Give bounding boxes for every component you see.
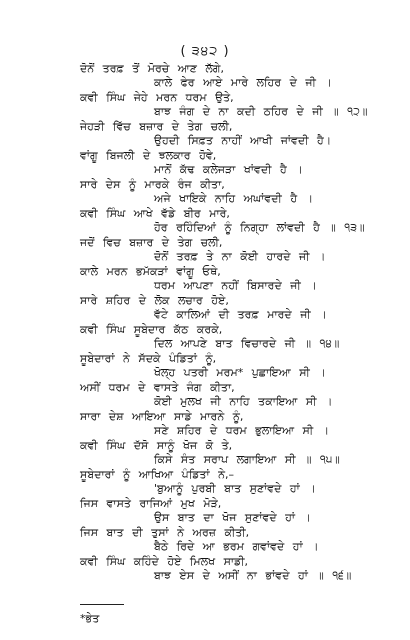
verse-line: ਹੋਰ ਰਹਿੰਦਿਆਂ ਨੂੰ ਨਿਗ੍ਹਾ ਲਾਂਵਦੀ ਹੈ ॥ ੧੩॥	[154, 221, 365, 234]
verse-line: ਕੋਈ ਮੁਲਖ ਜੀ ਨਾਹਿ ਤਕਾਇਆ ਸੀ ।	[154, 395, 333, 408]
verse-line: ਉਸ ਬਾਤ ਦਾ ਖੋਜ ਸੁਣਾਂਵਦੇ ਹਾਂ ।	[154, 511, 311, 524]
verse-line: ਦਿਲ ਆਪਣੇ ਬਾਤ ਵਿਚਾਰਦੇ ਜੀ ॥ ੧੪॥	[154, 337, 340, 350]
verse-line: ਦੋਨੋਂ ਤਰਫ਼ ਤੇ ਨਾ ਕੋਈ ਹਾਰਦੇ ਜੀ ।	[154, 250, 326, 263]
verse-line: ਜਿਸ ਬਾਤ ਦੀ ਤੁਸਾਂ ਨੇ ਅਰਜ਼ ਕੀਤੀ,	[80, 526, 250, 539]
page-number: ( ੩੪੨ )	[180, 44, 230, 59]
verse-line: ਵੱਟੇ ਕਾਲਿਆਂ ਦੀ ਤਰਫ਼ ਮਾਰਦੇ ਜੀ ।	[154, 308, 327, 321]
verse-line: ਦੋਨੋਂ ਤਰਫ਼ ਤੋਂ ਮੋਰਚੇ ਆਣ ਲੱਗੇ,	[80, 62, 224, 75]
verse-line: ਸਣੇ ਸ਼ਹਿਰ ਦੇ ਧਰਮ ਭੁਲਾਇਆ ਸੀ ।	[154, 424, 330, 437]
verse-line: 'ਬੁਆਨੂੰ ਪੁਰਬੀ ਬਾਤ ਸੁਣਾਂਵਦੇ ਹਾਂ ।	[154, 482, 316, 495]
verse-line: ਕਿਸੇ ਸੰਤ ਸਰਾਪ ਲਗਾਇਆ ਸੀ ॥ ੧੫॥	[154, 453, 340, 466]
verse-line: ਸੂਬੇਦਾਰਾਂ ਨੇ ਸੱਦਕੇ ਪੰਡਿਤਾਂ ਨੂੰ,	[80, 352, 217, 365]
verse-line: ਸੂਬੇਦਾਰਾਂ ਨੂੰ ਆਖਿਆ ਪੰਡਿਤਾਂ ਨੇ,–	[80, 468, 234, 481]
verse-line: ਕਵੀ ਸਿੰਘ ਸੂਬੇਦਾਰ ਕੱਠ ਕਰਕੇ,	[80, 323, 223, 336]
verse-line: ਜਦੋਂ ਵਿਚ ਬਜ਼ਾਰ ਦੇ ਤੇਗ ਚਲੀ,	[80, 236, 223, 249]
verse-line: ਬਾਝ ਏਸ ਦੇ ਅਸੀਂ ਨਾ ਭਾਂਵਦੇ ਹਾਂ ॥ ੧੬॥	[154, 569, 352, 582]
verse-line: ਖੋਲ੍ਹ ਪਤਰੀ ਮਰਮ* ਪੁਛਾਇਆ ਸੀ ।	[154, 366, 326, 379]
verse-line: ਉਹਦੀ ਸਿਫ਼ਤ ਨਾਹੀਂ ਆਖੀ ਜਾਂਵਦੀ ਹੈ।	[154, 134, 332, 147]
verse-line: ਜੇਹੜੀ ਵਿੱਚ ਬਜ਼ਾਰ ਦੇ ਤੇਗ ਚਲੀ,	[80, 120, 233, 133]
verse-line: ਕਵੀ ਸਿੰਘ ਜੇਹੇ ਮਰਨ ਧਰਮ ਉਤੇ,	[80, 91, 234, 104]
verse-line: ਅਜੇ ਖਾਇਕੇ ਨਾਹਿ ਅਘਾਂਵਦੀ ਹੈ ।	[154, 192, 314, 205]
verse-line: ਵਾਂਗੂ ਬਿਜਲੀ ਦੇ ਝਲਕਾਰ ਹੋਵੇ,	[80, 149, 217, 162]
verse-line: ਬੈਠੇ ਰਿਦੇ ਆ ਭਰਮ ਗਵਾਂਵਦੇ ਹਾਂ ।	[154, 540, 319, 553]
verse-line: ਕਾਲੇ ਫੇਰ ਆਏ ਮਾਰੇ ਲਹਿਰ ਦੇ ਜੀ ।	[154, 76, 332, 89]
verse-line: ਅਸੀਂ ਧਰਮ ਦੇ ਵਾਸਤੇ ਜੰਗ ਕੀਤਾ,	[80, 381, 235, 394]
verse-line: ਕਵੀ ਸਿੰਘ ਆਖੇ ਵੱਡੇ ਬੀਰ ਮਾਰੇ,	[80, 207, 230, 220]
verse-line: ਸਾਰੇ ਦੇਸ ਨੂੰ ਮਾਰਕੇ ਰੰਜ ਕੀਤਾ,	[80, 178, 225, 191]
verse-line: ਧਰਮ ਆਪਣਾ ਨਹੀਂ ਬਿਸਾਰਦੇ ਜੀ ।	[154, 279, 317, 292]
verse-line: ਜਿਸ ਵਾਸਤੇ ਰਾਜਿਆਂ ਮੁਖ ਮੋੜੇ,	[80, 497, 222, 510]
verse-line: ਸਾਰਾ ਦੇਸ਼ ਆਇਆ ਸਾਡੇ ਮਾਰਨੇ ਨੂੰ,	[80, 410, 244, 423]
verse-line: ਕਾਲੇ ਮਰਨ ਭਮੱਕੜਾਂ ਵਾਂਗੂ ਓਥੇ,	[80, 265, 221, 278]
verse-line: ਸਾਰੇ ਸ਼ਹਿਰ ਦੇ ਲੋਕ ਲਚਾਰ ਹੋਏ,	[80, 294, 229, 307]
footnote: *ਭੇਤ	[80, 612, 100, 625]
verse-line: ਮਾਨੋਂ ਕੱਢ ਕਲੇਜੜਾ ਖਾਂਵਦੀ ਹੈ ।	[154, 163, 303, 176]
footnote-divider	[80, 604, 124, 605]
verse-line: ਕਵੀ ਸਿੰਘ ਕਹਿੰਦੇ ਹੋਏ ਮਿਲਖ ਸਾਡੀ,	[80, 555, 249, 568]
verse-line: ਬਾਝ ਜੰਗ ਦੇ ਨਾ ਕਦੀ ਠਹਿਰ ਦੇ ਜੀ ॥ ੧੨॥	[154, 105, 368, 118]
verse-line: ਕਵੀ ਸਿੰਘ ਦੱਸੋ ਸਾਨੂੰ ਖੋਜ ਕੋ ਤੇ,	[80, 439, 233, 452]
